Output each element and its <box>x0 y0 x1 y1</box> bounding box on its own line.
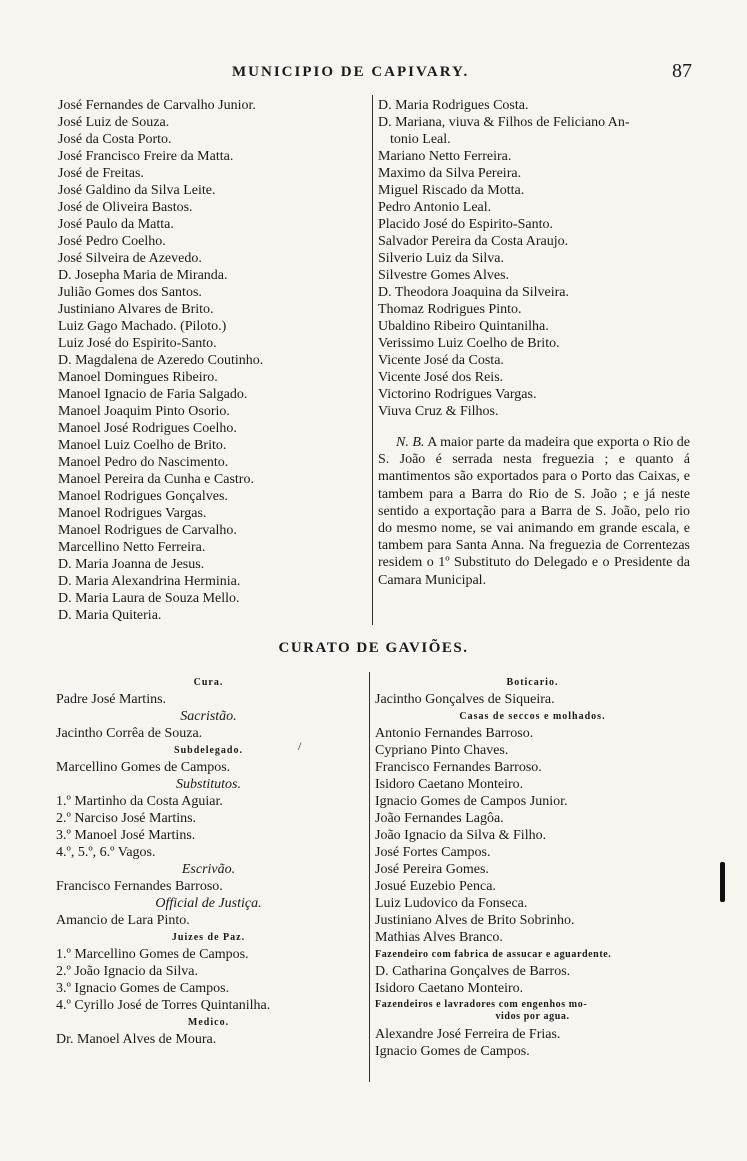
juiz-item: 2.º João Ignacio da Silva. <box>56 964 198 979</box>
list-item: Verissimo Luiz Coelho de Brito. <box>378 336 560 351</box>
page-header <box>0 60 747 88</box>
sacristao-heading: Sacristão. <box>180 709 237 724</box>
merchant-item: Luiz Ludovico da Fonseca. <box>375 896 528 911</box>
running-title: MUNICIPIO DE CAPIVARY. <box>232 64 470 80</box>
list-item: Manoel Rodrigues de Carvalho. <box>58 523 237 538</box>
list-item: José Luiz de Souza. <box>58 115 170 130</box>
column-divider-bottom <box>369 672 370 1082</box>
list-item: Pedro Antonio Leal. <box>378 200 492 215</box>
merchant-item: Antonio Fernandes Barroso. <box>375 726 534 741</box>
merchant-item: José Fortes Campos. <box>375 845 491 860</box>
list-item: Silverio Luiz da Silva. <box>378 251 504 266</box>
nota-bene-paragraph <box>378 434 690 589</box>
list-item: D. Josepha Maria de Miranda. <box>58 268 228 283</box>
merchant-item: Mathias Alves Branco. <box>375 930 503 945</box>
list-item: Silvestre Gomes Alves. <box>378 268 510 283</box>
boticario-name: Jacintho Gonçalves de Siqueira. <box>375 692 555 707</box>
list-item: Manoel Luiz Coelho de Brito. <box>58 438 227 453</box>
list-item: D. Maria Joanna de Jesus. <box>58 557 205 572</box>
pencil-tick-mark: / <box>298 739 302 753</box>
list-item: Maximo da Silva Pereira. <box>378 166 522 181</box>
cura-heading: Cura. <box>193 677 224 688</box>
escrivao-name: Francisco Fernandes Barroso. <box>56 879 223 894</box>
column-divider-top <box>372 95 373 625</box>
escrivao-heading: Escrivão. <box>181 862 236 877</box>
substituto-item: 1.º Martinho da Costa Aguiar. <box>56 794 223 809</box>
nb-label: N. B. <box>396 435 425 450</box>
capivary-right-column <box>378 97 693 589</box>
list-item: Luiz Gago Machado. (Piloto.) <box>58 319 227 334</box>
lavradores-heading-line1: Fazendeiros e lavradores com engenhos mo- <box>375 999 588 1010</box>
margin-ink-mark <box>720 862 725 902</box>
merchant-item: Josué Euzebio Penca. <box>375 879 496 894</box>
list-item: Miguel Riscado da Motta. <box>378 183 525 198</box>
list-item: Manoel Rodrigues Gonçalves. <box>58 489 228 504</box>
list-item: Vicente José dos Reis. <box>378 370 504 385</box>
list-item: Manoel Pereira da Cunha e Castro. <box>58 472 254 487</box>
merchant-item: Cypriano Pinto Chaves. <box>375 743 509 758</box>
substituto-item: 4.º, 5.º, 6.º Vagos. <box>56 845 156 860</box>
list-item: José da Costa Porto. <box>58 132 172 147</box>
lavrador-item: Ignacio Gomes de Campos. <box>375 1044 530 1059</box>
lavrador-item: Alexandre José Ferreira de Frias. <box>375 1027 561 1042</box>
merchant-item: Ignacio Gomes de Campos Junior. <box>375 794 568 809</box>
subdelegado-heading: Subdelegado. <box>174 745 243 756</box>
list-item: Ubaldino Ribeiro Quintanilha. <box>378 319 549 334</box>
medico-name: Dr. Manoel Alves de Moura. <box>56 1032 217 1047</box>
list-item: Luiz José do Espirito-Santo. <box>58 336 217 351</box>
official-heading: Official de Justiça. <box>155 896 262 911</box>
substitutos-heading: Substitutos. <box>176 777 241 792</box>
merchant-item: Isidoro Caetano Monteiro. <box>375 777 524 792</box>
list-item: José de Oliveira Bastos. <box>58 200 193 215</box>
list-item: D. Mariana, viuva & Filhos de Feliciano An- <box>378 115 630 130</box>
nb-text: A maior parte da madeira que exporta o Rio de S. João é serrada nesta freguezia ; e quanto á mantimentos são exportados para o Porto das Caixas, e tambem para a Barra do Rio de S. João ; e já neste sentido a exportação para a Barra de S. João, pelo rio do mesmo nome, se vai animando em grande escala, e tambem para Santa Anna. Na freguezia de Correntezas residem o 1º Substituto do Delegado e o Presidente da Camara Municipal. <box>378 435 691 588</box>
list-item: D. Maria Alexandrina Herminia. <box>58 574 241 589</box>
merchant-item: José Pereira Gomes. <box>375 862 489 877</box>
substituto-item: 3.º Manoel José Martins. <box>56 828 196 843</box>
list-item: Salvador Pereira da Costa Araujo. <box>378 234 569 249</box>
juizes-heading: Juizes de Paz. <box>171 932 246 943</box>
list-item: José de Freitas. <box>58 166 144 181</box>
gavioes-left-column <box>56 674 361 1048</box>
list-item: Manoel Pedro do Nascimento. <box>58 455 229 470</box>
merchant-item: Justiniano Alves de Brito Sobrinho. <box>375 913 575 928</box>
list-item: José Pedro Coelho. <box>58 234 166 249</box>
list-item: Thomaz Rodrigues Pinto. <box>378 302 522 317</box>
list-item: Manoel Ignacio de Faria Salgado. <box>58 387 248 402</box>
merchant-item: Francisco Fernandes Barroso. <box>375 760 542 775</box>
boticario-heading: Boticario. <box>506 677 559 688</box>
list-item: D. Maria Laura de Souza Mello. <box>58 591 240 606</box>
list-item: Placido José do Espirito-Santo. <box>378 217 553 232</box>
juiz-item: 3.º Ignacio Gomes de Campos. <box>56 981 230 996</box>
merchant-item: João Ignacio da Silva & Filho. <box>375 828 547 843</box>
list-item: Vicente José da Costa. <box>378 353 504 368</box>
list-item: Mariano Netto Ferreira. <box>378 149 512 164</box>
list-item: Manoel Domingues Ribeiro. <box>58 370 218 385</box>
lavradores-heading-line2: vidos por agua. <box>495 1011 570 1022</box>
list-item: Manoel José Rodrigues Coelho. <box>58 421 237 436</box>
list-item: José Paulo da Matta. <box>58 217 174 232</box>
substituto-item: 2.º Narciso José Martins. <box>56 811 197 826</box>
juiz-item: 1.º Marcellino Gomes de Campos. <box>56 947 249 962</box>
capivary-left-column <box>58 97 368 624</box>
merchant-item: João Fernandes Lagôa. <box>375 811 504 826</box>
medico-heading: Medico. <box>187 1017 230 1028</box>
list-item: José Galdino da Silva Leite. <box>58 183 216 198</box>
list-item: José Francisco Freire da Matta. <box>58 149 234 164</box>
gavioes-right-column <box>375 674 690 1060</box>
official-name: Amancio de Lara Pinto. <box>56 913 190 928</box>
juiz-item: 4.º Cyrillo José de Torres Quintanilha. <box>56 998 271 1013</box>
page-number: 87 <box>672 60 692 82</box>
list-item-continuation: tonio Leal. <box>390 132 451 147</box>
list-item: D. Maria Rodrigues Costa. <box>378 98 529 113</box>
sacristao-name: Jacintho Corrêa de Souza. <box>56 726 203 741</box>
section-title: CURATO DE GAVIÕES. <box>278 640 469 656</box>
fazendeiro-heading: Fazendeiro com fabrica de assucar e aguardente. <box>375 949 612 960</box>
list-item: D. Theodora Joaquina da Silveira. <box>378 285 570 300</box>
casas-heading: Casas de seccos e molhados. <box>459 711 606 722</box>
subdelegado-name: Marcellino Gomes de Campos. <box>56 760 231 775</box>
list-item: Julião Gomes dos Santos. <box>58 285 202 300</box>
list-item: D. Maria Quiteria. <box>58 608 162 623</box>
cura-name: Padre José Martins. <box>56 692 167 707</box>
list-item: Victorino Rodrigues Vargas. <box>378 387 537 402</box>
list-item: D. Magdalena de Azeredo Coutinho. <box>58 353 264 368</box>
list-item: Justiniano Alvares de Brito. <box>58 302 214 317</box>
lavradores-heading <box>375 999 690 1023</box>
list-item: José Fernandes de Carvalho Junior. <box>58 98 256 113</box>
list-item: Manoel Joaquim Pinto Osorio. <box>58 404 230 419</box>
list-item: Marcellino Netto Ferreira. <box>58 540 206 555</box>
fazendeiro-item: D. Catharina Gonçalves de Barros. <box>375 964 571 979</box>
list-item: Manoel Rodrigues Vargas. <box>58 506 207 521</box>
list-item: Viuva Cruz & Filhos. <box>378 404 499 419</box>
fazendeiro-item: Isidoro Caetano Monteiro. <box>375 981 524 996</box>
list-item: José Silveira de Azevedo. <box>58 251 202 266</box>
